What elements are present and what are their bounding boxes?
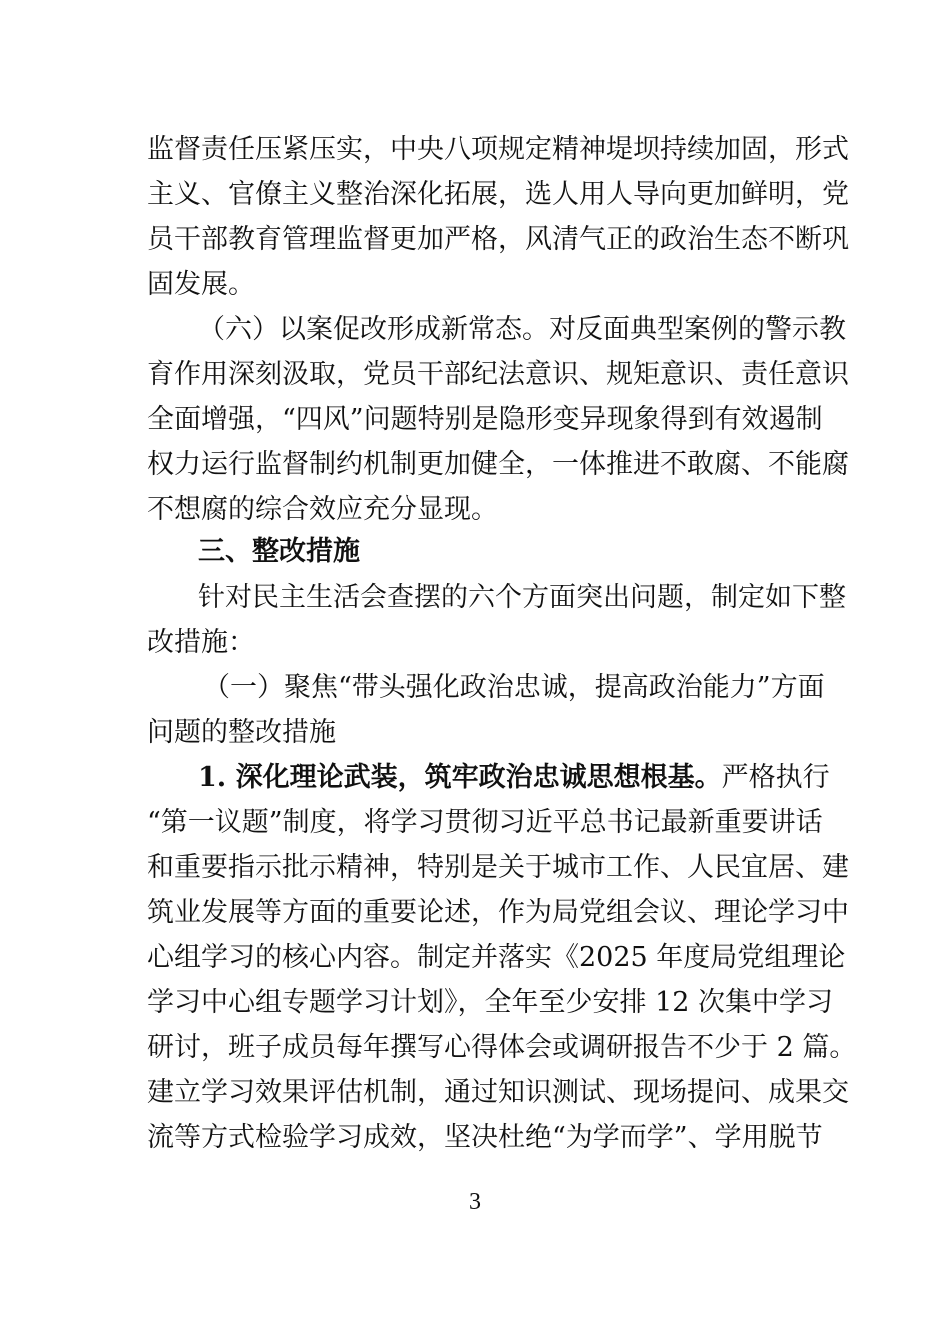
text-line: 针对民主生活会查摆的六个方面突出问题，制定如下整: [198, 582, 846, 613]
section-heading: 三、整改措施: [198, 536, 360, 567]
text-line: 监督责任压紧压实，中央八项规定精神堤坝持续加固，形式: [147, 134, 849, 165]
text-line: 筑业发展等方面的重要论述，作为局党组会议、理论学习中: [147, 897, 849, 928]
text-line: 建立学习效果评估机制，通过知识测试、现场提问、成果交: [147, 1077, 849, 1108]
text-line: 流等方式检验学习成效，坚决杜绝“为学而学”、学用脱节: [147, 1122, 823, 1153]
item-one-first-line: [198, 756, 830, 800]
paragraph-six-first-line: （六）以案促改形成新常态。对反面典型案例的警示教: [198, 314, 846, 345]
item-one-first-line-text: 严格执行: [721, 762, 830, 793]
text-line: 员干部教育管理监督更加严格，风清气正的政治生态不断巩: [147, 224, 849, 255]
text-line: 研讨，班子成员每年撰写心得体会或调研报告不少于 2 篇。: [147, 1032, 857, 1063]
text-line: 育作用深刻汲取，党员干部纪法意识、规矩意识、责任意识: [147, 359, 849, 390]
text-line: 改措施：: [147, 627, 255, 658]
text-line: 学习中心组专题学习计划》，全年至少安排 12 次集中学习: [147, 987, 834, 1018]
text-line: 问题的整改措施: [147, 717, 336, 748]
text-line: 全面增强，“四风”问题特别是隐形变异现象得到有效遏制: [147, 404, 823, 435]
subheading-one-first-line: （一）聚焦“带头强化政治忠诚，提高政治能力”方面: [203, 672, 825, 703]
text-line: 固发展。: [147, 269, 255, 300]
text-line: 心组学习的核心内容。制定并落实《2025 年度局党组理论: [147, 942, 846, 973]
text-line: “第一议题”制度，将学习贯彻习近平总书记最新重要讲话: [147, 807, 823, 838]
item-one-title: 1. 深化理论武装，筑牢政治忠诚思想根基。: [198, 762, 722, 793]
text-line: 主义、官僚主义整治深化拓展，选人用人导向更加鲜明，党: [147, 179, 849, 210]
text-line: 不想腐的综合效应充分显现。: [147, 494, 498, 525]
page-number: 3: [469, 1189, 481, 1215]
text-line: 和重要指示批示精神，特别是关于城市工作、人民宜居、建: [147, 852, 849, 883]
text-line: 权力运行监督制约机制更加健全，一体推进不敢腐、不能腐: [147, 449, 849, 480]
